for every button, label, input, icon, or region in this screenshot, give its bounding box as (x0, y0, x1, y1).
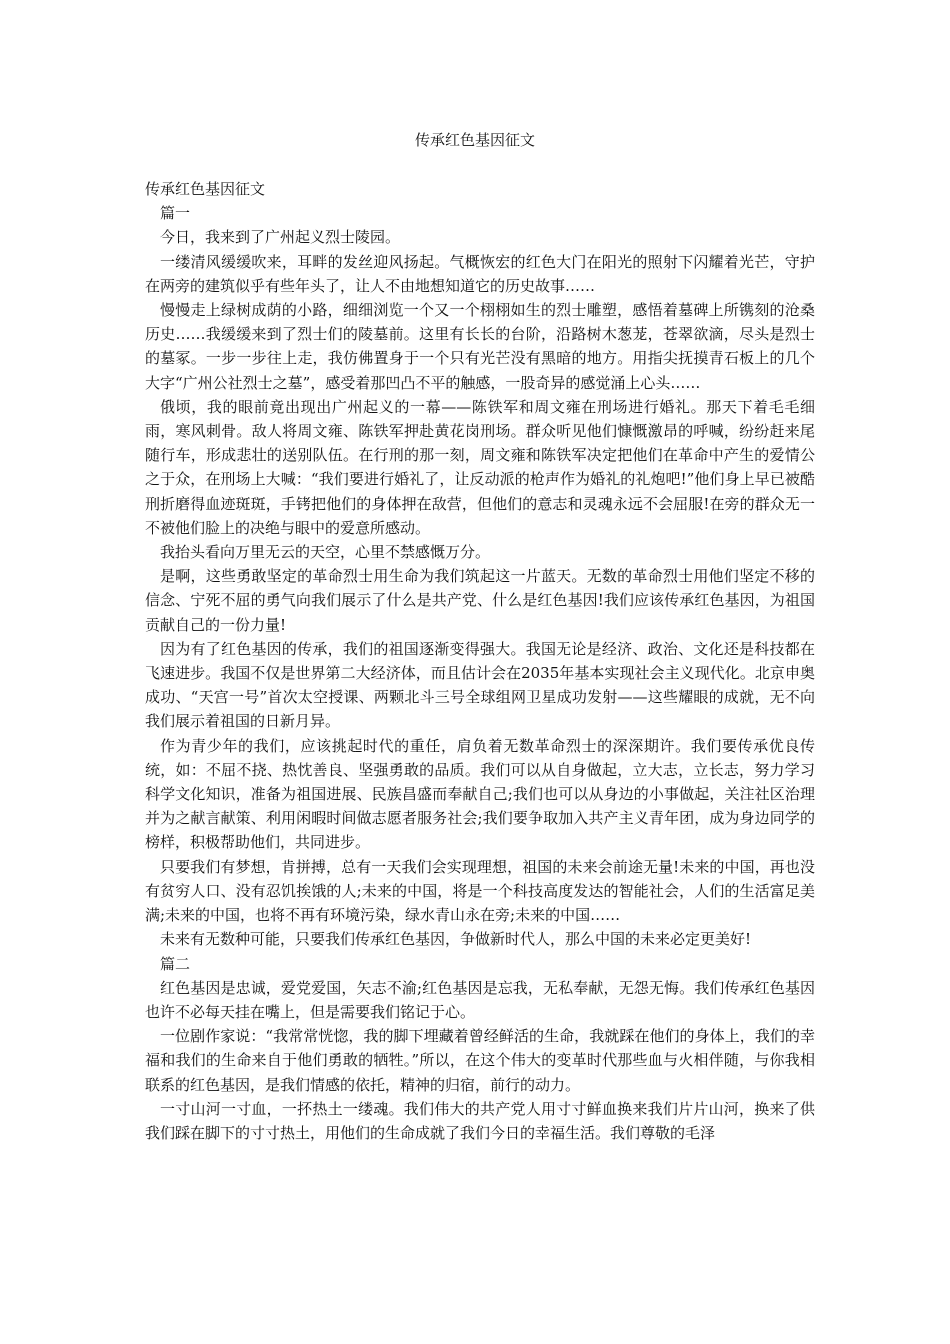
paragraph: 俄顷，我的眼前竟出现出广州起义的一幕——陈铁军和周文雍在刑场进行婚礼。那天下着毛毛细雨，寒风刺骨。敌人将周文雍、陈铁军押赴黄花岗刑场。群众听见他们慷慨激昂的呼喊，纷纷赶来尾随行车，形成悲壮的送别队伍。在行刑的那一刻，周文雍和陈铁军决定把他们在革命中产生的爱情公之于众，在刑场上大喊：“我们要进行婚礼了，让反动派的枪声作为婚礼的礼炮吧!”他们身上早已被酷刑折磨得血迹斑斑，手铐把他们的身体押在敌营，但他们的意志和灵魂永远不会屈服!在旁的群众无一不被他们脸上的决绝与眼中的爱意所感动。 (145, 397, 815, 537)
paragraph: 因为有了红色基因的传承，我们的祖国逐渐变得强大。我国无论是经济、政治、文化还是科技都在飞速进步。我国不仅是世界第二大经济体，而且估计会在2035年基本实现社会主义现代化。北京申奥成功、“天宫一号”首次太空授课、两颗北斗三号全球组网卫星成功发射——这些耀眼的成就，无不向我们展示着祖国的日新月异。 (145, 639, 815, 731)
paragraph: 作为青少年的我们，应该挑起时代的重任，肩负着无数革命烈士的深深期许。我们要传承优良传统，如：不屈不挠、热忱善良、坚强勇敢的品质。我们可以从自身做起，立大志，立长志，努力学习科学文化知识，准备为祖国进展、民族昌盛而奉献自己;我们也可以从身边的小事做起，关注社区治理并为之献言献策、利用闲暇时间做志愿者服务社会;我们要争取加入共产主义青年团，成为身边同学的榜样，积极帮助他们，共同进步。 (145, 736, 815, 852)
page-title: 传承红色基因征文 (414, 131, 535, 149)
paragraph: 未来有无数种可能，只要我们传承红色基因，争做新时代人，那么中国的未来必定更美好! (160, 930, 752, 949)
paragraph: 红色基因是忠诚，爱党爱国，矢志不渝;红色基因是忘我，无私奉献，无怨无悔。我们传承红色基因也许不必每天挂在嘴上，但是需要我们铭记于心。 (145, 978, 815, 1021)
paragraph: 一位剧作家说：“我常常恍惚，我的脚下埋藏着曾经鲜活的生命，我就踩在他们的身体上，我们的幸福和我们的生命来自于他们勇敢的牺牲。”所以，在这个伟大的变革时代那些血与火相伴随，与你我相联系的红色基因，是我们情感的依托，精神的归宿，前行的动力。 (145, 1027, 815, 1094)
paragraph: 慢慢走上绿树成荫的小路，细细浏览一个又一个栩栩如生的烈士雕塑，感悟着墓碑上所镌刻的沧桑历史……我缓缓来到了烈士们的陵墓前。这里有长长的台阶，沿路树木葱茏，苍翠欲滴，尽头是烈士的墓冢。一步一步往上走，我仿佛置身于一个只有光芒没有黑暗的地方。用指尖抚摸青石板上的几个大字“广州公社烈士之墓”，感受着那凹凸不平的触感，一股奇异的感觉涌上心头…… (145, 301, 815, 392)
section-label-1: 篇一 (160, 204, 191, 223)
paragraph: 是啊，这些勇敢坚定的革命烈士用生命为我们筑起这一片蓝天。无数的革命烈士用他们坚定不移的信念、宁死不屈的勇气向我们展示了什么是共产党、什么是红色基因!我们应该传承红色基因，为祖国贡献自己的一份力量! (145, 567, 815, 634)
section-label-2: 篇二 (160, 954, 191, 973)
document-body (145, 177, 815, 1145)
document-heading: 传承红色基因征文 (145, 180, 266, 198)
paragraph: 我抬头看向万里无云的天空，心里不禁感慨万分。 (160, 543, 491, 562)
paragraph: 一缕清风缓缓吹来，耳畔的发丝迎风扬起。气概恢宏的红色大门在阳光的照射下闪耀着光芒，守护在两旁的建筑似乎有些年头了，让人不由地想知道它的历史故事…… (145, 252, 815, 295)
paragraph: 只要我们有梦想，肯拼搏，总有一天我们会实现理想，祖国的未来会前途无量!未来的中国，再也没有贫穷人口、没有忍饥挨饿的人;未来的中国，将是一个科技高度发达的智能社会，人们的生活富足美满;未来的中国，也将不再有环境污染，绿水青山永在旁;未来的中国…… (145, 857, 815, 925)
paragraph: 一寸山河一寸血，一抔热土一缕魂。我们伟大的共产党人用寸寸鲜血换来我们片片山河，换来了供我们踩在脚下的寸寸热土，用他们的生命成就了我们今日的幸福生活。我们尊敬的毛泽 (145, 1099, 815, 1142)
paragraph: 今日，我来到了广州起义烈士陵园。 (160, 228, 401, 247)
